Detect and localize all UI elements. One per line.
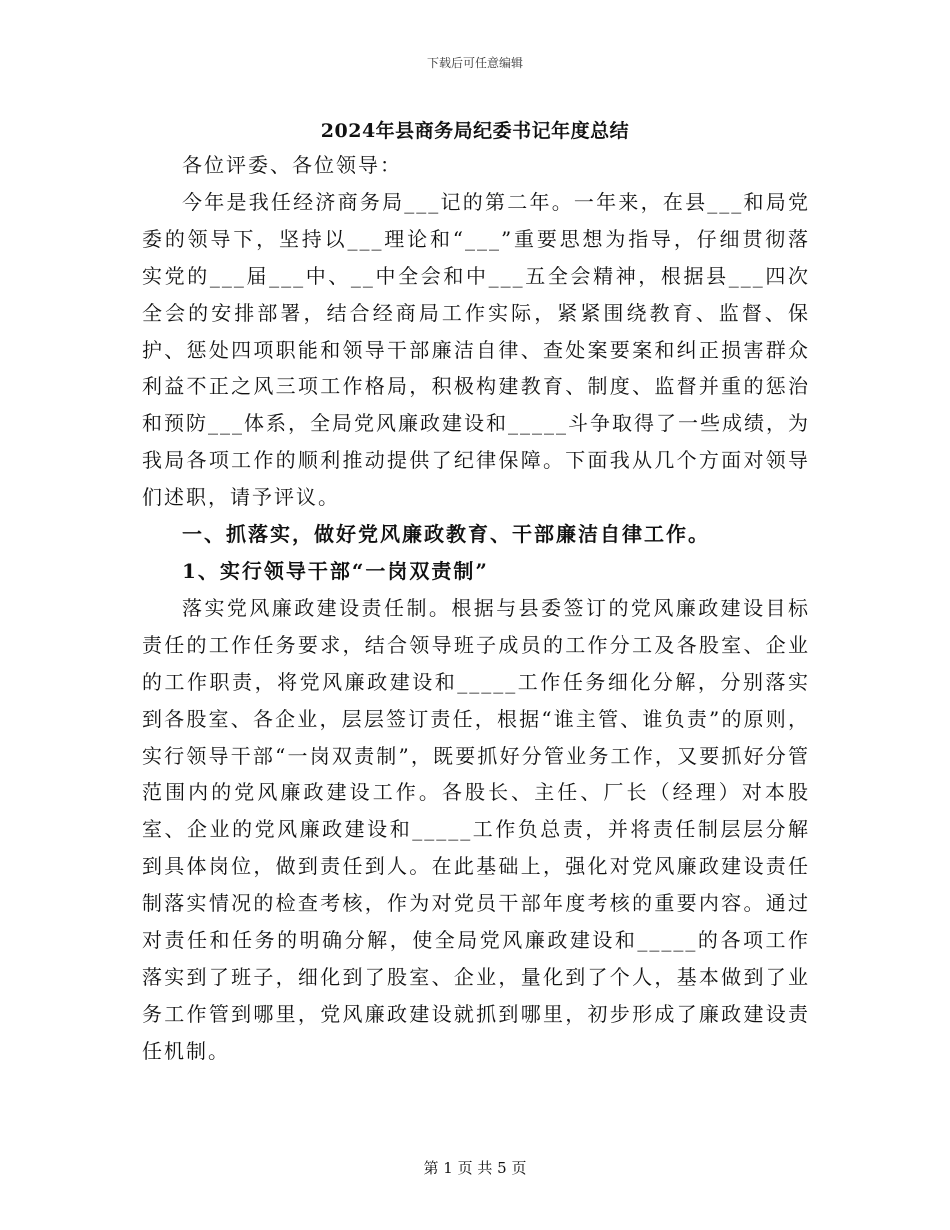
body-paragraph: 落实党风廉政建设责任制。根据与县委签订的党风廉政建设目标责任的工作任务要求，结合领导班子成员的工作分工及各股室、企业的工作职责，将党风廉政建设和_____工作任务细化分解，分别落实到各股室、各企业，层层签订责任，根据“谁主管、谁负责”的原则，实行领导干部“一岗双责制”，既要抓好分管业务工作，又要抓好分管范围内的党风廉政建设工作。各股长、主任、厂长（经理）对本股室、企业的党风廉政建设和_____工作负总责，并将责任制层层分解到具体岗位，做到责任到人。在此基础上，强化对党风廉政建设责任制落实情况的检查考核，作为对党员干部年度考核的重要内容。通过对责任和任务的明确分解，使全局党风廉政建设和_____的各项工作落实到了班子，细化到了股室、企业，量化到了个人，基本做到了业务工作管到哪里，党风廉政建设就抓到哪里，初步形成了廉政建设责任机制。: [142, 595, 810, 1063]
document-body: [142, 147, 810, 1070]
salutation: 各位评委、各位领导：: [182, 153, 402, 177]
section-heading: 一、抓落实，做好党风廉政教育、干部廉洁自律工作。: [182, 522, 710, 547]
intro-paragraph: 今年是我任经济商务局___记的第二年。一年来，在县___和局党委的领导下，坚持以___理论和“___”重要思想为指导，仔细贯彻落实党的___届___中、__中全会和中___五全会精神，根据县___四次全会的安排部署，结合经商局工作实际，紧紧围绕教育、监督、保护、惩处四项职能和领导干部廉洁自律、查处案要案和纠正损害群众利益不正之风三项工作格局，积极构建教育、制度、监督并重的惩治和预防___体系，全局党风廉政建设和_____斗争取得了一些成绩，为我局各项工作的顺利推动提供了纪律保障。下面我从几个方面对领导们述职，请予评议。: [142, 189, 810, 510]
header-note: 下载后可任意编辑: [426, 56, 523, 70]
subsection-heading: 1、实行领导干部“一岗双责制”: [182, 558, 489, 583]
document-title: 2024年县商务局纪委书记年度总结: [320, 120, 630, 142]
page-footer: 第 1 页 共 5 页: [423, 1159, 527, 1177]
